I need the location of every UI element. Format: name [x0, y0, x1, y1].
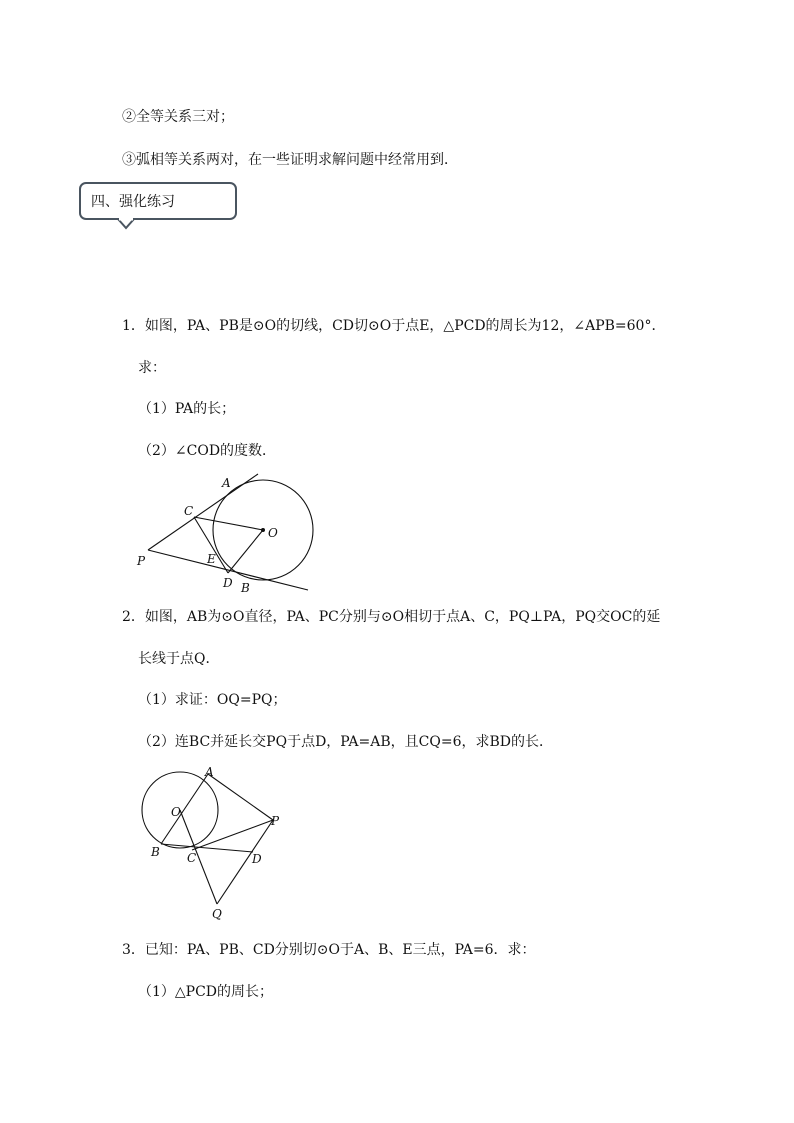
label-d: D — [223, 576, 233, 590]
problem-2-stem-cont: 长线于点Q． — [138, 651, 220, 667]
segment-do — [228, 530, 263, 573]
problem-1-figure — [130, 465, 330, 600]
segment-oq — [180, 810, 217, 904]
label-d: D — [252, 852, 262, 866]
problem-1-stem: 1．如图，PA、PB是⊙O的切线，CD切⊙O于点E，△PCD的周长为12，∠APB=60°． — [122, 318, 666, 334]
label-o: O — [268, 526, 278, 540]
label-c: C — [187, 851, 197, 865]
problem-3-sub1: （1）△PCD的周长； — [138, 984, 274, 1000]
tangent-pa — [148, 474, 258, 550]
label-b: B — [241, 581, 250, 595]
section-title: 四、强化练习 — [91, 194, 175, 210]
diameter-ab — [161, 774, 208, 844]
problem-1-sub2: （2）∠COD的度数． — [138, 443, 277, 459]
label-p: P — [137, 554, 146, 568]
problem-2-figure — [135, 762, 295, 922]
label-b: B — [151, 845, 160, 859]
label-a: A — [222, 476, 231, 490]
note-line-3: ③弧相等关系两对，在一些证明求解问题中经常用到． — [122, 152, 458, 168]
label-o: O — [171, 805, 181, 819]
problem-1-ask: 求： — [138, 360, 166, 376]
note-line-2: ②全等关系三对； — [122, 109, 234, 125]
label-q: Q — [212, 907, 222, 921]
label-a: A — [205, 765, 214, 779]
problem-3-stem: 3．已知：PA、PB、CD分别切⊙O于A、B、E三点，PA=6．求： — [122, 942, 536, 958]
problem-1-sub1: （1）PA的长； — [138, 401, 236, 417]
label-c: C — [184, 504, 194, 518]
problem-2-sub1: （1）求证：OQ=PQ； — [138, 692, 287, 708]
label-p: P — [271, 814, 280, 828]
problem-2-sub2: （2）连BC并延长交PQ于点D，PA=AB，且CQ=6，求BD的长． — [138, 734, 554, 750]
label-e: E — [207, 552, 216, 566]
segment-pq — [217, 820, 273, 904]
tangent-pc — [192, 820, 273, 850]
problem-2-stem: 2．如图，AB为⊙O直径，PA、PC分别与⊙O相切于点A、C，PQ⊥PA，PQ交OC的延 — [122, 609, 661, 625]
segment-co — [194, 517, 263, 530]
